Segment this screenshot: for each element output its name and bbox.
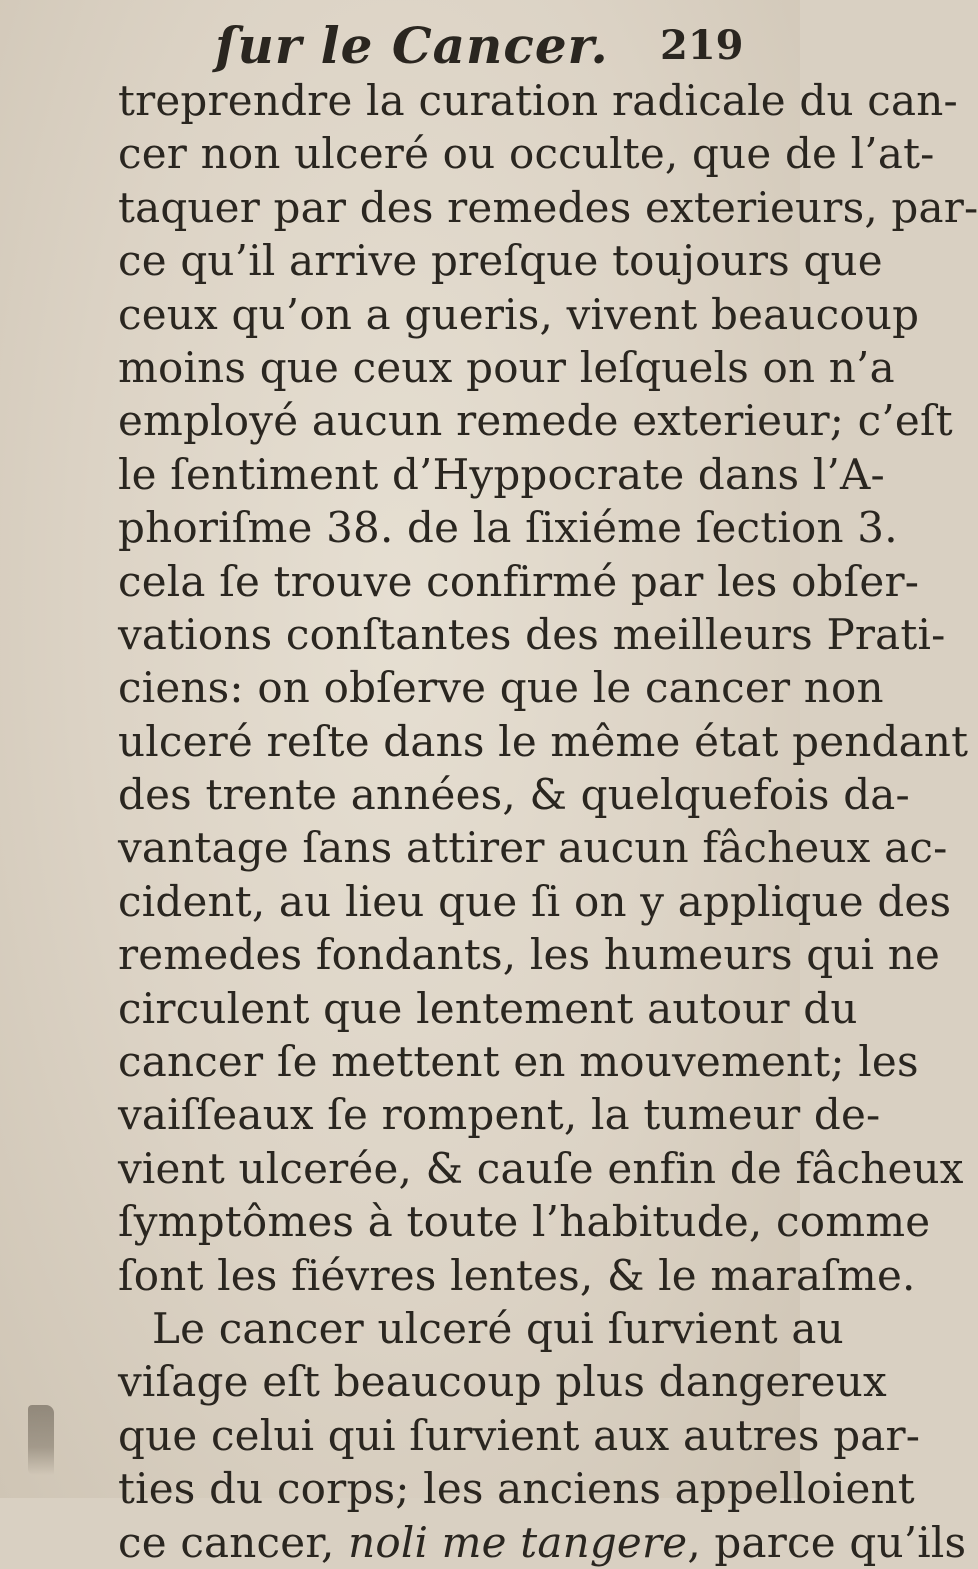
text-line: viſage eſt beaucoup plus dangereux [118,1357,887,1407]
text-line: ſymptômes à toute l’habitude, comme [118,1197,931,1247]
running-title: ſur le Cancer. [215,16,609,75]
text-line: remedes fondants, les humeurs qui ne [118,930,941,980]
text-line: cancer ſe mettent en mouvement; les [118,1037,919,1087]
text-line: vient ulcerée, & cauſe enfin de fâcheux [118,1143,964,1193]
text-line: moins que ceux pour leſquels on n’a [118,342,895,392]
page-header [0,14,800,74]
text-line: vaiſſeaux ſe rompent, la tumeur de- [118,1090,881,1140]
page-number: 219 [660,22,744,69]
text-line-last [118,1516,967,1569]
text-line: que celui qui ſurvient aux autres par- [118,1410,921,1460]
text-line: ce qu’il arrive preſque toujours que [118,236,883,286]
text-line: ſont les fiévres lentes, & le maraſme. [118,1250,916,1300]
text-line: vations conſtantes des meilleurs Prati- [118,609,946,659]
text-line: treprendre la curation radicale du can- [118,76,958,125]
text-line: cela ſe trouve confirmé par les obſer- [118,556,920,606]
body-text [118,74,978,1569]
text-line: cident, au lieu que ſi on y applique des [118,876,952,926]
text-line: circulent que lentement autour du [118,983,858,1033]
text-line: vantage ſans attirer aucun fâcheux ac- [118,823,948,873]
last-line-start: ce cancer, [118,1517,349,1567]
text-line: ceux qu’on a gueris, vivent beaucoup [118,289,920,339]
text-line: taquer par des remedes exterieurs, par- [118,182,978,232]
text-line: des trente années, & quelquefois da- [118,770,910,820]
text-line: phoriſme 38. de la ſixiéme ſection 3. [118,503,898,553]
text-line: employé aucun remede exterieur; c’eſt [118,396,953,446]
text-line: ulceré reſte dans le même état pendant [118,716,969,766]
text-line: cer non ulceré ou occulte, que de l’at- [118,129,935,179]
text-line: ciens: on obſerve que le cancer non [118,663,884,713]
text-line: le ſentiment d’Hyppocrate dans l’A- [118,449,885,499]
latin-phrase: noli me tangere [348,1517,688,1567]
paragraph-start-line: Le cancer ulceré qui ſurvient au [152,1303,844,1353]
last-line-end: , parce qu’ils [687,1517,967,1567]
text-line: ties du corps; les anciens appelloient [118,1464,915,1514]
margin-stain [28,1405,54,1475]
